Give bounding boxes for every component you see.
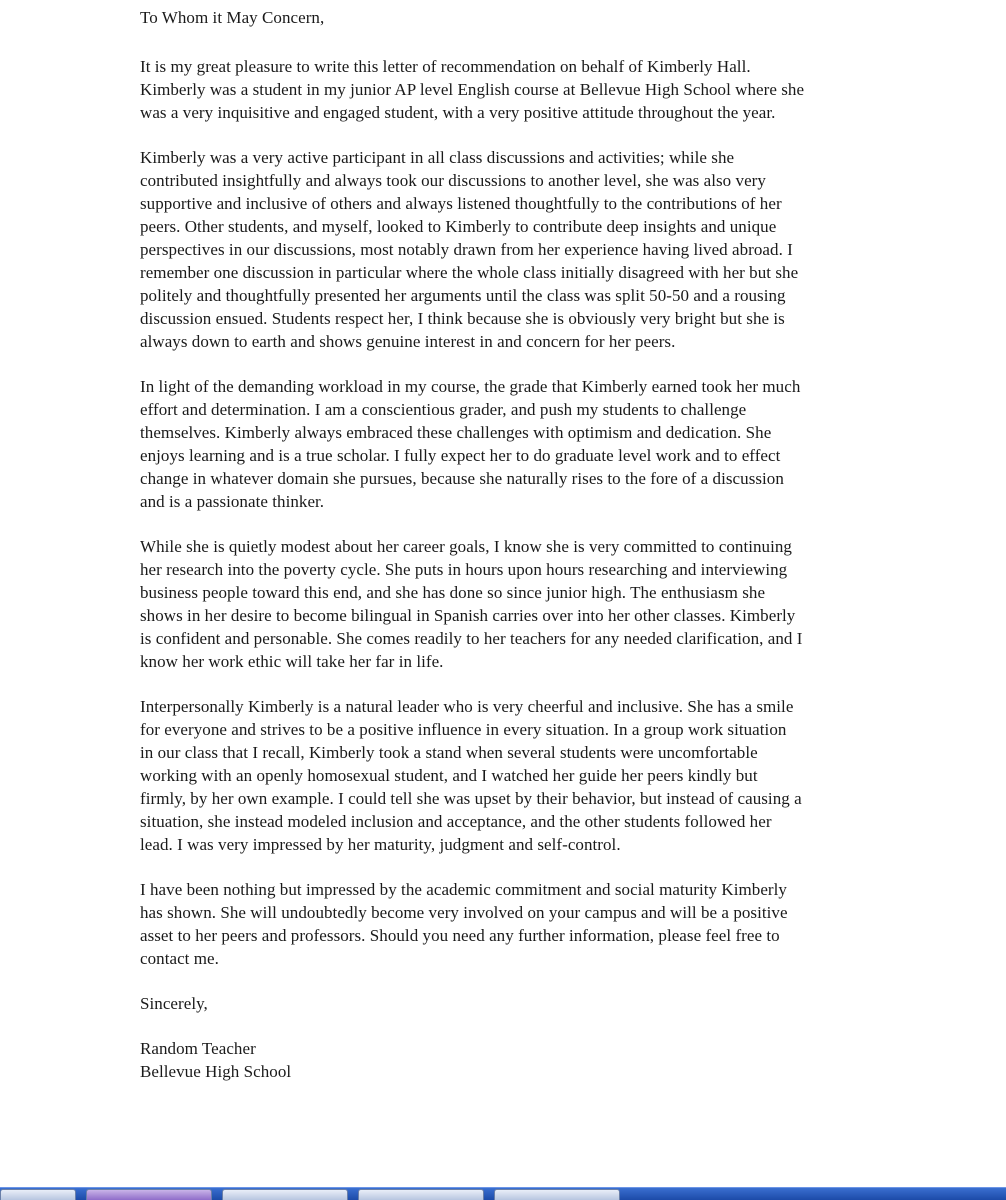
text-line: always down to earth and shows genuine interest in and concern for her peers. bbox=[140, 332, 676, 351]
text-line: situation, she instead modeled inclusion and acceptance, and the other students followed her bbox=[140, 812, 772, 831]
text-line: Interpersonally Kimberly is a natural leader who is very cheerful and inclusive. She has a smile bbox=[140, 697, 794, 716]
text-line: was a very inquisitive and engaged student, with a very positive attitude throughout the year. bbox=[140, 103, 776, 122]
text-line: In light of the demanding workload in my course, the grade that Kimberly earned took her much bbox=[140, 377, 801, 396]
text-line: effort and determination. I am a conscientious grader, and push my students to challenge bbox=[140, 400, 747, 419]
text-line: discussion ensued. Students respect her, I think because she is obviously very bright but she is bbox=[140, 309, 785, 328]
text-line: supportive and inclusive of others and always listened thoughtfully to the contributions of her bbox=[140, 194, 782, 213]
taskbar-button[interactable] bbox=[358, 1189, 484, 1200]
taskbar-button[interactable] bbox=[222, 1189, 348, 1200]
text-line: lead. I was very impressed by her maturity, judgment and self-control. bbox=[140, 835, 621, 854]
text-line: her research into the poverty cycle. She puts in hours upon hours researching and interviewing bbox=[140, 560, 788, 579]
text-line: asset to her peers and professors. Should you need any further information, please feel free to bbox=[140, 926, 780, 945]
text-line: working with an openly homosexual student, and I watched her guide her peers kindly but bbox=[140, 766, 758, 785]
text-line: and is a passionate thinker. bbox=[140, 492, 325, 511]
text-line: firmly, by her own example. I could tell she was upset by their behavior, but instead of causing a bbox=[140, 789, 802, 808]
signature-block bbox=[140, 1037, 940, 1083]
text-line: is confident and personable. She comes readily to her teachers for any needed clarification, and I bbox=[140, 629, 803, 648]
text-line: remember one discussion in particular where the whole class initially disagreed with her but she bbox=[140, 263, 799, 282]
taskbar-button[interactable] bbox=[86, 1189, 212, 1200]
paragraph-1 bbox=[140, 55, 940, 124]
paragraph-3 bbox=[140, 375, 940, 513]
text-line: While she is quietly modest about her career goals, I know she is very committed to continuing bbox=[140, 537, 792, 556]
signature-name: Random Teacher bbox=[140, 1039, 256, 1058]
taskbar-button[interactable] bbox=[494, 1189, 620, 1200]
text-line: business people toward this end, and she has done so since junior high. The enthusiasm she bbox=[140, 583, 766, 602]
text-line: enjoys learning and is a true scholar. I fully expect her to do graduate level work and to effect bbox=[140, 446, 781, 465]
text-line: for everyone and strives to be a positive influence in every situation. In a group work situation bbox=[140, 720, 787, 739]
text-line: in our class that I recall, Kimberly took a stand when several students were uncomfortable bbox=[140, 743, 758, 762]
signature-school: Bellevue High School bbox=[140, 1062, 292, 1081]
salutation: To Whom it May Concern, bbox=[140, 8, 325, 27]
text-line: shows in her desire to become bilingual in Spanish carries over into her other classes. Kimberly bbox=[140, 606, 796, 625]
text-line: contributed insightfully and always took our discussions to another level, she was also very bbox=[140, 171, 766, 190]
text-line: know her work ethic will take her far in life. bbox=[140, 652, 444, 671]
paragraph-2 bbox=[140, 146, 940, 353]
paragraph-5 bbox=[140, 695, 940, 856]
text-line: I have been nothing but impressed by the academic commitment and social maturity Kimberly bbox=[140, 880, 787, 899]
text-line: has shown. She will undoubtedly become very involved on your campus and will be a positive bbox=[140, 903, 788, 922]
recommendation-letter bbox=[140, 6, 940, 1083]
paragraph-4 bbox=[140, 535, 940, 673]
closing: Sincerely, bbox=[140, 994, 208, 1013]
text-line: politely and thoughtfully presented her arguments until the class was split 50-50 and a rousing bbox=[140, 286, 786, 305]
text-line: change in whatever domain she pursues, because she naturally rises to the fore of a discussion bbox=[140, 469, 784, 488]
taskbar bbox=[0, 1187, 1006, 1200]
paragraph-6 bbox=[140, 878, 940, 970]
text-line: peers. Other students, and myself, looked to Kimberly to contribute deep insights and unique bbox=[140, 217, 777, 236]
taskbar-button[interactable] bbox=[0, 1189, 76, 1200]
text-line: It is my great pleasure to write this letter of recommendation on behalf of Kimberly Hall. bbox=[140, 57, 751, 76]
text-line: perspectives in our discussions, most notably drawn from her experience having lived abroad. I bbox=[140, 240, 793, 259]
text-line: Kimberly was a student in my junior AP level English course at Bellevue High School where she bbox=[140, 80, 805, 99]
text-line: contact me. bbox=[140, 949, 219, 968]
text-line: themselves. Kimberly always embraced these challenges with optimism and dedication. She bbox=[140, 423, 772, 442]
text-line: Kimberly was a very active participant in all class discussions and activities; while she bbox=[140, 148, 735, 167]
